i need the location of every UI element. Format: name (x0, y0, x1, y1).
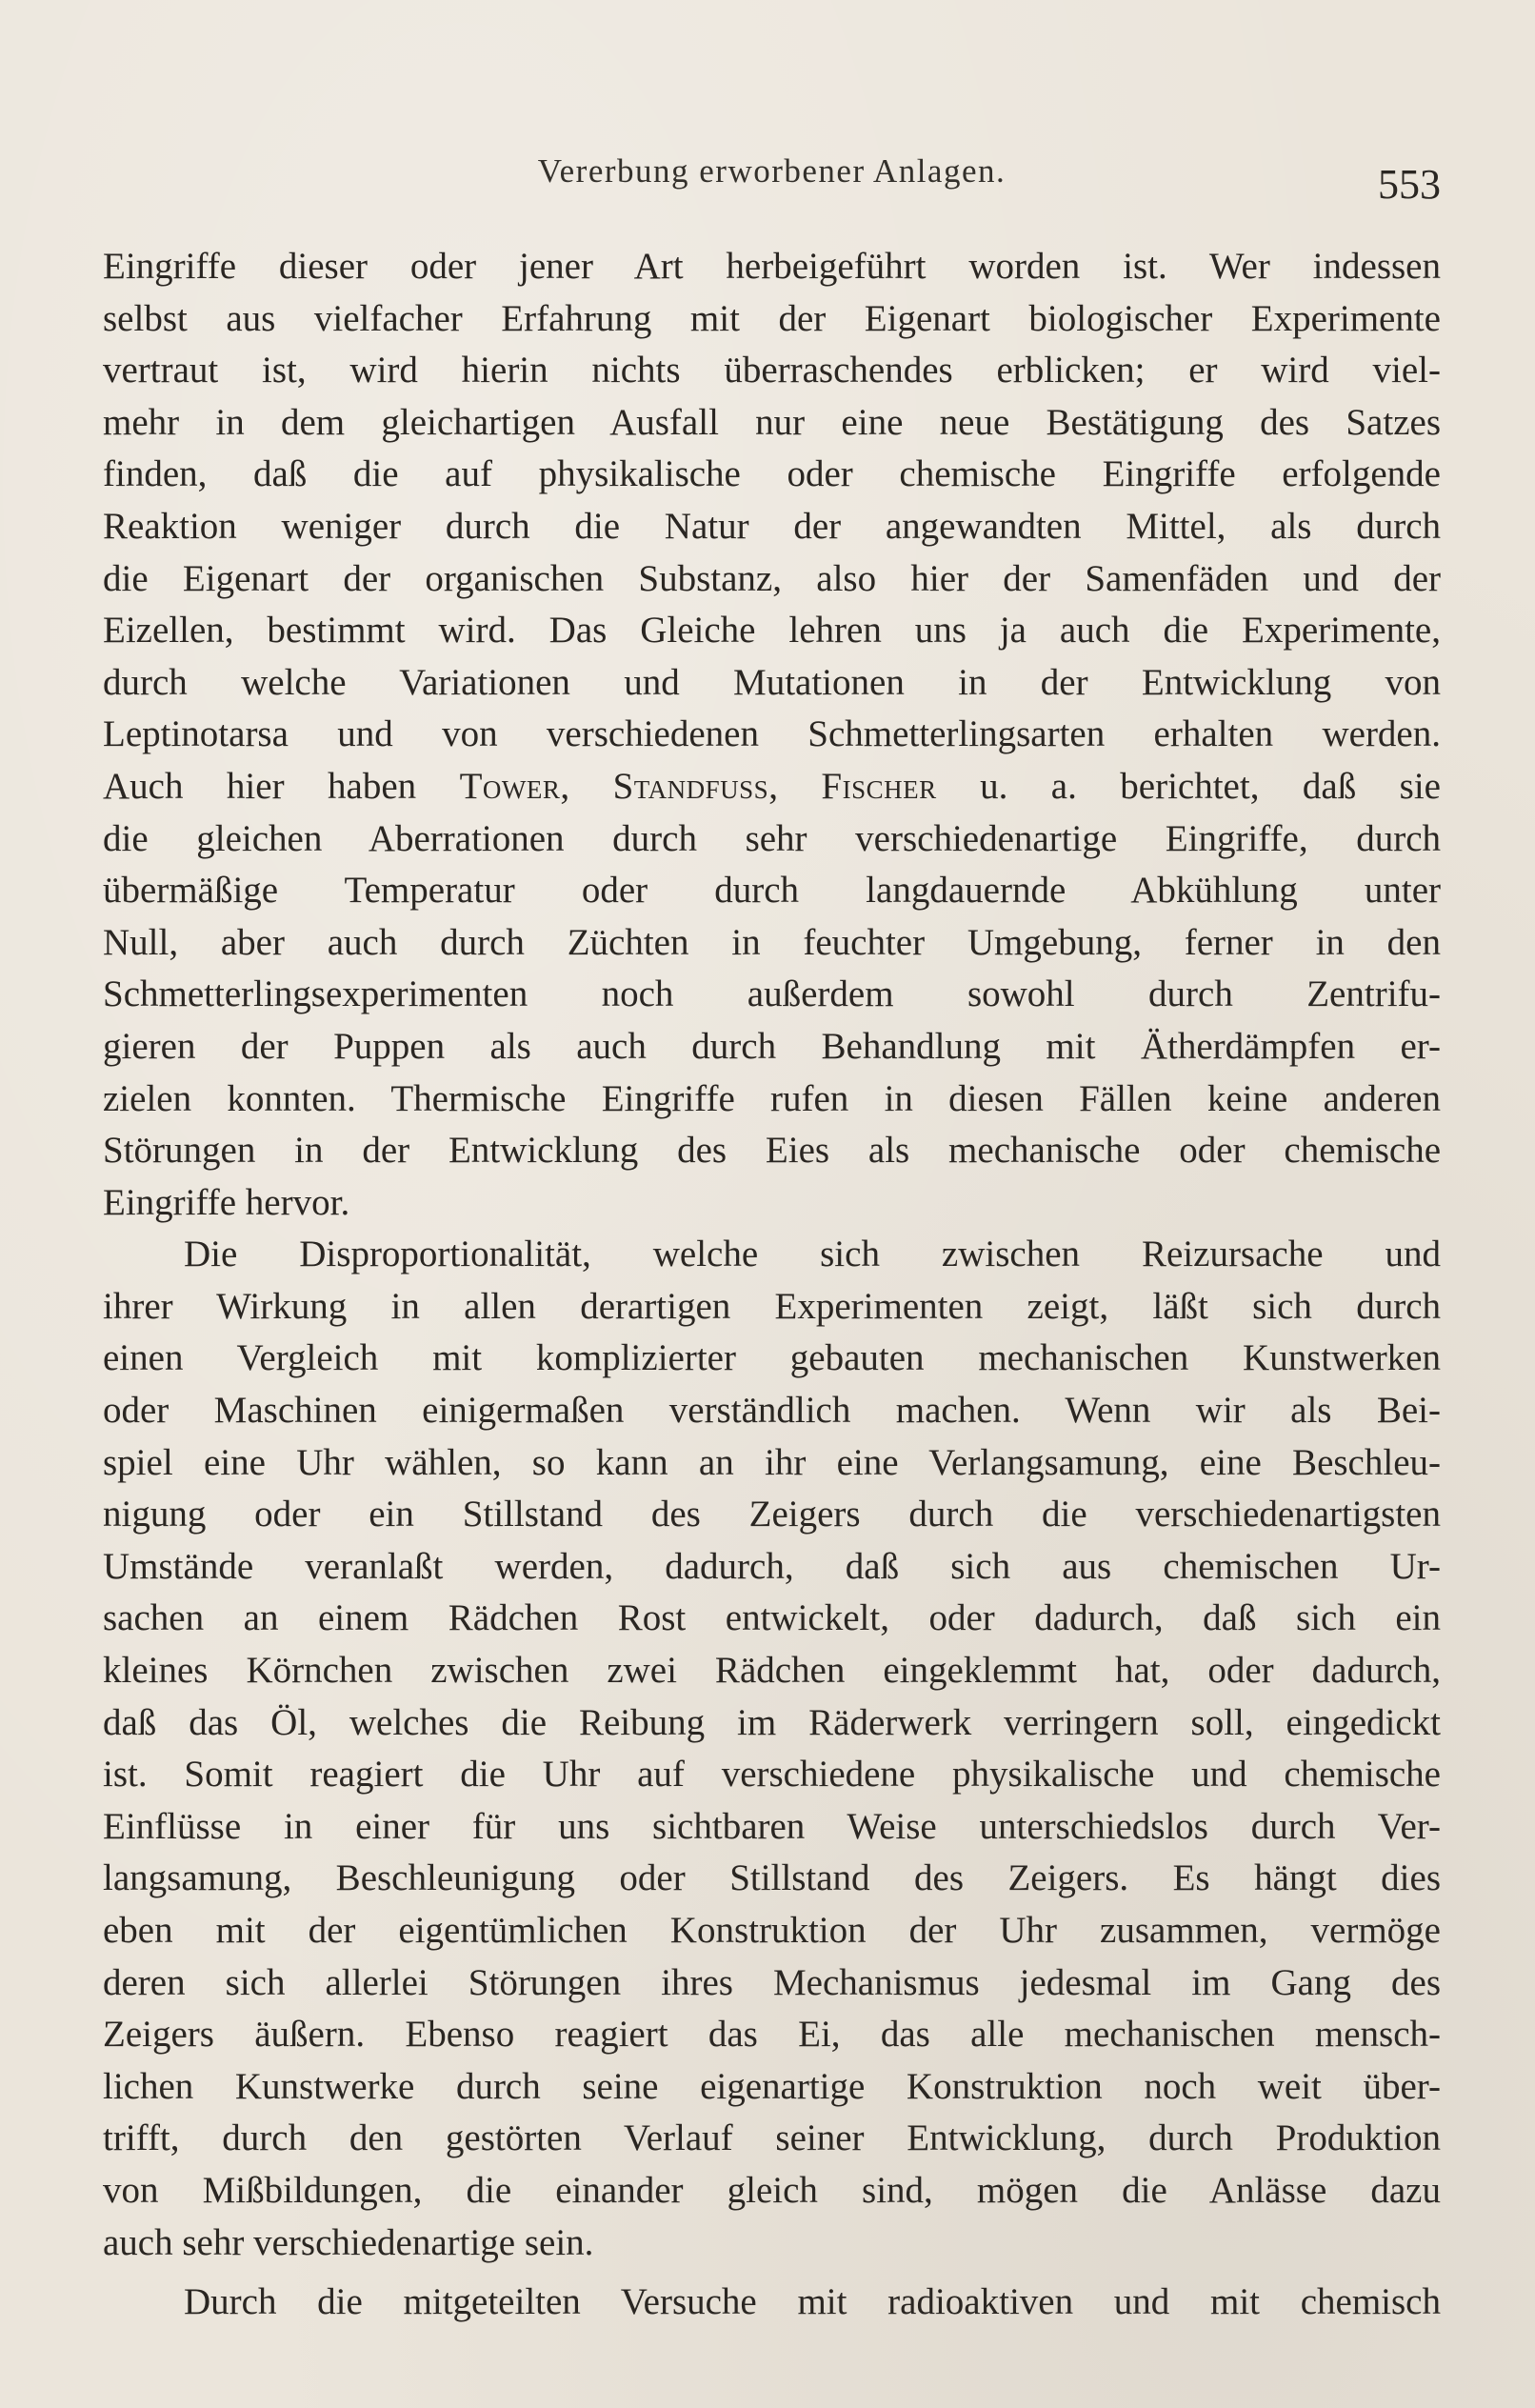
text-line: Schmetterlingsexperimenten noch außerdem sowohl durch Zentrifu- (103, 973, 1441, 1015)
author-name-tower: Tower (459, 765, 561, 807)
text-line: langsamung, Beschleunigung oder Stillstand des Zeigers. Es hängt dies (103, 1857, 1441, 1899)
paragraph-1 (103, 241, 1441, 1229)
text-line: zielen konnten. Thermische Eingriffe rufen in diesen Fällen keine anderen (103, 1077, 1441, 1119)
text-line: Leptinotarsa und von verschiedenen Schmetterlingsarten erhalten werden. (103, 713, 1441, 755)
author-name-standfuss: Standfuss (612, 765, 769, 807)
running-head (103, 152, 1441, 210)
text-line: oder Maschinen einigermaßen verständlich machen. Wenn wir als Bei- (103, 1390, 1441, 1432)
text-line: deren sich allerlei Störungen ihres Mechanismus jedesmal im Gang des (103, 1961, 1441, 2003)
line-text: Auch hier haben (103, 765, 417, 807)
text-line: lichen Kunstwerke durch seine eigenartige Konstruktion noch weit über- (103, 2065, 1441, 2107)
text-line: selbst aus vielfacher Erfahrung mit der Eigenart biologischer Experimente (103, 297, 1441, 339)
text-line: gieren der Puppen als auch durch Behandlung mit Ätherdämpfen er- (103, 1025, 1441, 1067)
text-line: eben mit der eigentümlichen Konstruktion der Uhr zusammen, vermöge (103, 1910, 1441, 1951)
running-title: Vererbung erworbener Anlagen. (537, 152, 1007, 190)
text-line: durch welche Variationen und Mutationen in der Entwicklung von (103, 661, 1441, 703)
text-line: finden, daß die auf physikalische oder chemische Eingriffe erfolgende (103, 453, 1441, 495)
text-line-with-names: Auch hier haben Tower, Standfuss, Fischer u. a. berichtet, daß sie (103, 765, 1441, 807)
text-line: nigung oder ein Stillstand des Zeigers durch die verschiedenartigsten (103, 1494, 1441, 1535)
text-line: auch sehr verschiedenartige sein. (103, 2221, 594, 2263)
text-line: die Eigenart der organischen Substanz, also hier der Samenfäden und der (103, 557, 1441, 599)
text-line: daß das Öl, welches die Reibung im Räderwerk verringern soll, eingedickt (103, 1701, 1441, 1743)
text-line: Einflüsse in einer für uns sichtbaren Weise unterschiedslos durch Ver- (103, 1805, 1441, 1847)
text-line: übermäßige Temperatur oder durch langdauernde Abkühlung unter (103, 870, 1441, 912)
text-line: ist. Somit reagiert die Uhr auf verschiedene physikalische und chemische (103, 1754, 1441, 1796)
page-number: 553 (1378, 161, 1441, 208)
text-line: die gleichen Aberrationen durch sehr verschiedenartige Eingriffe, durch (103, 817, 1441, 859)
text-line: Störungen in der Entwicklung des Eies als mechanische oder chemische (103, 1130, 1441, 1172)
author-name-fischer: Fischer (821, 765, 937, 807)
paragraph-3 (103, 2277, 1441, 2329)
text-line: spiel eine Uhr wählen, so kann an ihr eine Verlangsamung, eine Beschleu- (103, 1441, 1441, 1483)
text-line: einen Vergleich mit komplizierter gebauten mechanischen Kunstwerken (103, 1337, 1441, 1379)
text-line: von Mißbildungen, die einander gleich sind, mögen die Anlässe dazu (103, 2169, 1441, 2211)
text-line: Zeigers äußern. Ebenso reagiert das Ei, das alle mechanischen mensch- (103, 2014, 1441, 2056)
text-line: Reaktion weniger durch die Natur der angewandten Mittel, als durch (103, 505, 1441, 547)
text-line: Eingriffe hervor. (103, 1181, 350, 1223)
text-line: Die Disproportionalität, welche sich zwischen Reizursache und (184, 1234, 1441, 1275)
text-line: trifft, durch den gestörten Verlauf seiner Entwicklung, durch Produktion (103, 2117, 1441, 2159)
text-line: ihrer Wirkung in allen derartigen Experimenten zeigt, läßt sich durch (103, 1285, 1441, 1327)
paragraph-2 (103, 1229, 1441, 2269)
line-text: u. a. berichtet, daß sie (980, 765, 1441, 807)
text-line: mehr in dem gleichartigen Ausfall nur eine neue Bestätigung des Satzes (103, 401, 1441, 443)
text-line: vertraut ist, wird hierin nichts überraschendes erblicken; er wird viel- (103, 350, 1441, 391)
text-line: Null, aber auch durch Züchten in feuchter Umgebung, ferner in den (103, 921, 1441, 963)
text-line: Eizellen, bestimmt wird. Das Gleiche lehren uns ja auch die Experimente, (103, 610, 1441, 652)
body-text (103, 241, 1441, 2329)
text-line: kleines Körnchen zwischen zwei Rädchen eingeklemmt hat, oder dadurch, (103, 1650, 1441, 1692)
text-line: Eingriffe dieser oder jener Art herbeigeführt worden ist. Wer indessen (103, 246, 1441, 287)
text-line: Umstände veranlaßt werden, dadurch, daß sich aus chemischen Ur- (103, 1545, 1441, 1587)
text-line: sachen an einem Rädchen Rost entwickelt, oder dadurch, daß sich ein (103, 1597, 1441, 1639)
paragraph-gap (103, 2269, 1441, 2277)
text-line: Durch die mitgeteilten Versuche mit radioaktiven und mit chemisch (184, 2281, 1441, 2323)
